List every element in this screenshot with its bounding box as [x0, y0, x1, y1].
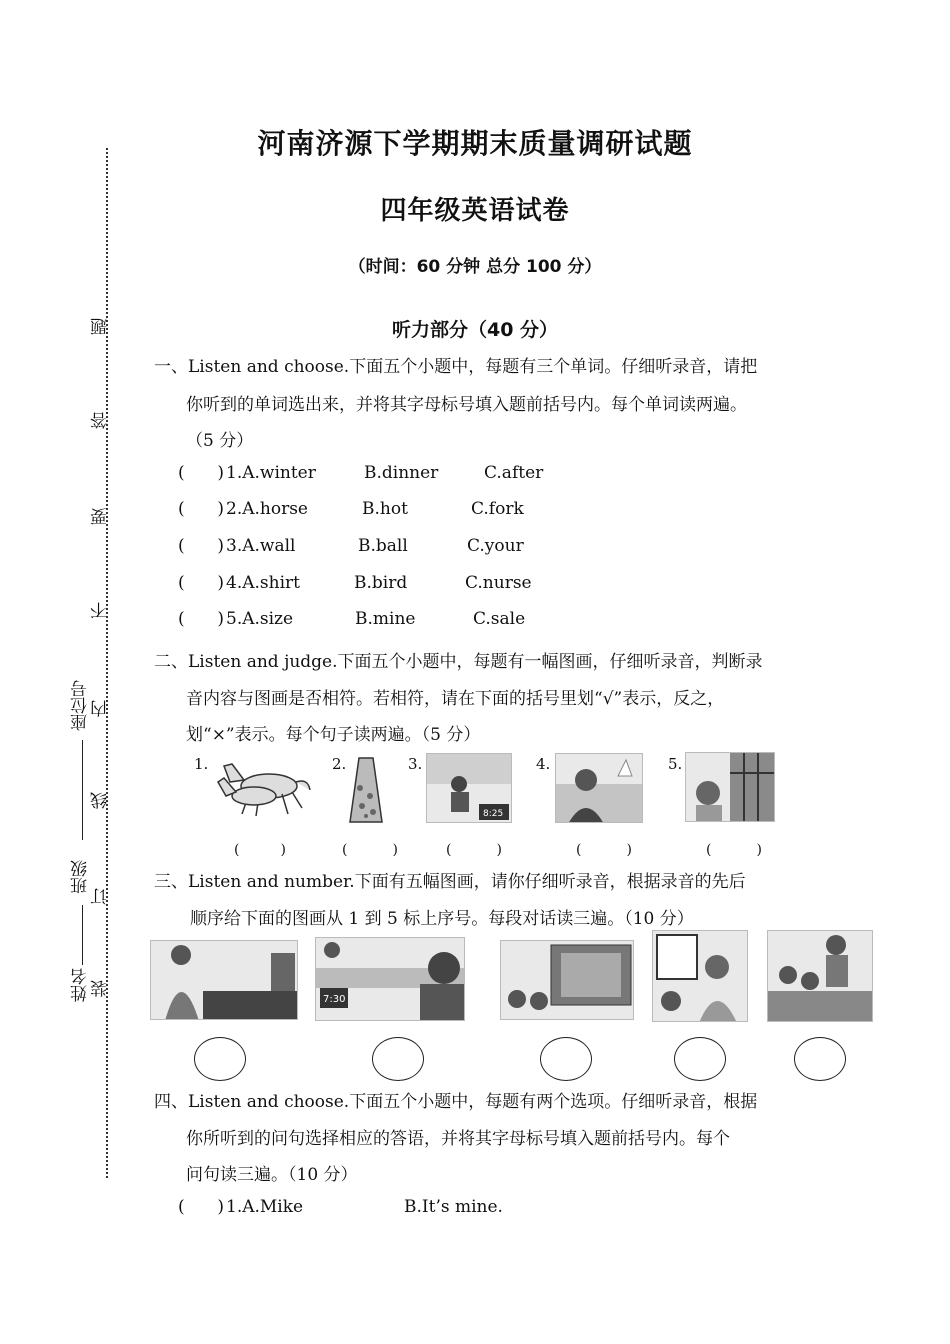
- children-tv-picture: [500, 940, 634, 1020]
- option-b: B.dinner: [364, 463, 439, 483]
- option-a: 2.A.horse: [226, 499, 308, 519]
- class-blank-line: [82, 905, 83, 965]
- answer-parentheses[interactable]: ( ): [178, 573, 224, 593]
- number-ellipse[interactable]: [372, 1037, 424, 1081]
- seat-number-label: 座位号: [71, 680, 91, 731]
- option-b: B.bird: [354, 573, 408, 593]
- q1-line-3: （5 分）: [186, 431, 254, 451]
- q3-line-2: 顺序给下面的图画从 1 到 5 标上序号。每段对话读三遍。（10 分）: [190, 909, 694, 929]
- option-c: C.after: [484, 463, 544, 483]
- judge-parentheses[interactable]: ( ): [576, 842, 632, 858]
- q4-line-3: 问句读三遍。（10 分）: [186, 1165, 358, 1185]
- option-b: B.ball: [358, 536, 408, 556]
- q3-line-1: 三、Listen and number.下面有五幅图画，请你仔细听录音，根据录音的先后: [154, 872, 746, 892]
- answer-parentheses[interactable]: ( ): [178, 499, 224, 519]
- dress-picture: [346, 754, 386, 826]
- picture-number: 3.: [408, 755, 423, 773]
- boy-clock-picture: [315, 937, 465, 1021]
- option-b: B.It’s mine.: [404, 1197, 503, 1217]
- option-c: C.fork: [471, 499, 524, 519]
- answer-parentheses[interactable]: ( ): [178, 609, 224, 629]
- exam-subtitle: 四年级英语试卷: [380, 196, 570, 226]
- answer-parentheses[interactable]: ( ): [178, 1197, 224, 1217]
- number-ellipse[interactable]: [540, 1037, 592, 1081]
- option-b: B.hot: [362, 499, 408, 519]
- judge-parentheses[interactable]: ( ): [342, 842, 398, 858]
- exam-time-info: （时间：60 分钟 总分 100 分）: [348, 257, 602, 277]
- option-c: C.sale: [473, 609, 526, 629]
- picture-number: 5.: [668, 755, 683, 773]
- number-ellipse[interactable]: [194, 1037, 246, 1081]
- answer-parentheses[interactable]: ( ): [178, 536, 224, 556]
- binding-char: 不: [91, 602, 111, 619]
- judge-parentheses[interactable]: ( ): [706, 842, 762, 858]
- picture-number: 2.: [332, 755, 347, 773]
- binding-char: 内: [91, 700, 111, 717]
- option-a: 1.A.winter: [226, 463, 316, 483]
- horses-picture: [214, 756, 312, 820]
- q1-line-1: 一、Listen and choose.下面五个小题中，每题有三个单词。仔细听录音，请把: [154, 357, 758, 377]
- option-a: 5.A.size: [226, 609, 294, 629]
- option-c: C.nurse: [465, 573, 532, 593]
- name-label: 姓名: [71, 968, 91, 1002]
- judge-parentheses[interactable]: ( ): [234, 842, 286, 858]
- binding-char: 答: [91, 412, 111, 429]
- clock-time-text: 8:25: [483, 809, 504, 819]
- man-at-sea-picture: [555, 753, 643, 823]
- clock-time-text: 7:30: [323, 994, 346, 1005]
- q4-line-2: 你所听到的问句选择相应的答语，并将其字母标号填入题前括号内。每个: [186, 1129, 730, 1149]
- class-label: 班级: [71, 860, 91, 894]
- q2-line-1: 二、Listen and judge.下面五个小题中，每题有一幅图画，仔细听录音，判断录: [154, 652, 763, 672]
- option-a: 4.A.shirt: [226, 573, 300, 593]
- woman-kitchen-picture: [150, 940, 298, 1020]
- number-ellipse[interactable]: [794, 1037, 846, 1081]
- mother-window-picture: [652, 930, 748, 1022]
- exam-title: 河南济源下学期期末质量调研试题: [257, 127, 693, 160]
- q2-line-3: 划“×”表示。每个句子读两遍。（5 分）: [186, 725, 481, 745]
- binding-char: 题: [91, 318, 111, 335]
- number-ellipse[interactable]: [674, 1037, 726, 1081]
- girl-window-picture: [685, 752, 775, 822]
- q1-line-2: 你听到的单词选出来，并将其字母标号填入题前括号内。每个单词读两遍。: [186, 395, 747, 415]
- binding-char: 线: [91, 792, 111, 809]
- option-c: C.your: [467, 536, 524, 556]
- option-b: B.mine: [355, 609, 416, 629]
- seat-blank-line: [82, 740, 83, 840]
- q4-line-1: 四、Listen and choose.下面五个小题中，每题有两个选项。仔细听录音，根据: [154, 1092, 758, 1112]
- boy-with-clock-picture: [426, 753, 512, 823]
- picture-number: 4.: [536, 755, 551, 773]
- binding-dotted-line: [106, 148, 108, 1178]
- answer-parentheses[interactable]: ( ): [178, 463, 224, 483]
- judge-parentheses[interactable]: ( ): [446, 842, 502, 858]
- binding-char: 装: [91, 980, 111, 997]
- picture-number: 1.: [194, 755, 209, 773]
- binding-char: 订: [91, 888, 111, 905]
- children-field-picture: [767, 930, 873, 1022]
- section-heading: 听力部分（40 分）: [391, 319, 559, 341]
- option-a: 1.A.Mike: [226, 1197, 304, 1217]
- q2-line-2: 音内容与图画是否相符。若相符，请在下面的括号里划“√”表示，反之，: [186, 689, 725, 709]
- option-a: 3.A.wall: [226, 536, 296, 556]
- binding-char: 要: [91, 508, 111, 525]
